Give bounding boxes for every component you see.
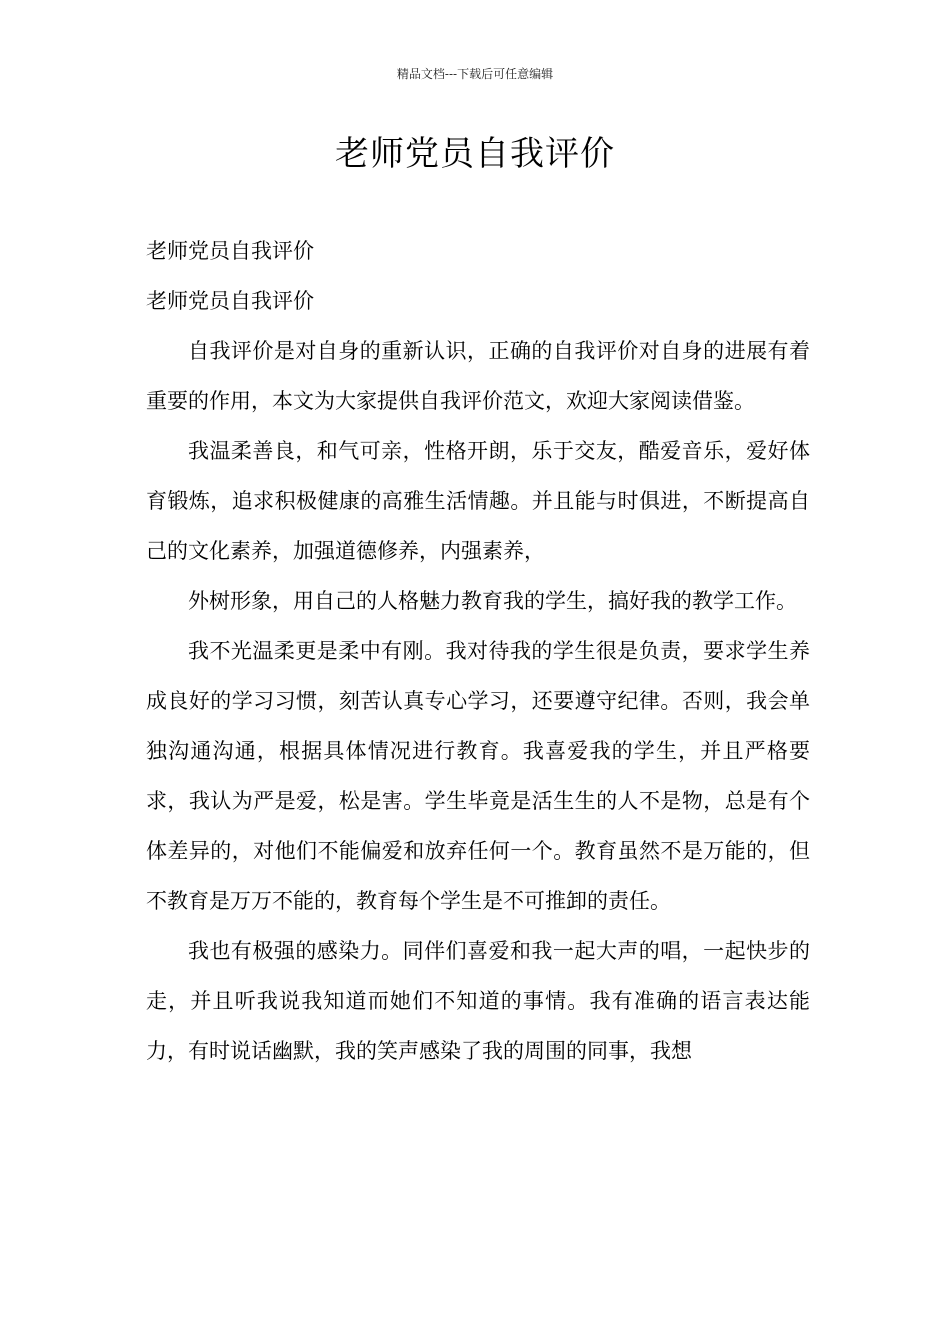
subtitle-line-2: 老师党员自我评价 <box>146 289 314 313</box>
paragraph-personality: 我温柔善良，和气可亲，性格开朗，乐于交友，酷爱音乐，爱好体育锻炼，追求积极健康的高雅生活情趣。并且能与时俱进，不断提高自己的文化素养，加强道德修养，内强素养， <box>146 439 810 563</box>
subtitle-line-1: 老师党员自我评价 <box>146 239 314 263</box>
paragraph-influence: 我也有极强的感染力。同伴们喜爱和我一起大声的唱，一起快步的走，并且听我说我知道而她们不知道的事情。我有准确的语言表达能力，有时说话幽默，我的笑声感染了我的周围的同事，我想 <box>146 939 810 1063</box>
paragraph-intro: 自我评价是对自身的重新认识，正确的自我评价对自身的进展有着重要的作用，本文为大家提供自我评价范文，欢迎大家阅读借鉴。 <box>146 339 810 413</box>
paragraph-responsibility: 我不光温柔更是柔中有刚。我对待我的学生很是负责，要求学生养成良好的学习习惯，刻苦认真专心学习，还要遵守纪律。否则，我会单独沟通沟通，根据具体情况进行教育。我喜爱我的学生，并且严格要求，我认为严是爱，松是害。学生毕竟是活生生的人不是物，总是有个体差异的，对他们不能偏爱和放弃任何一个。教育虽然不是万能的，但不教育是万万不能的，教育每个学生是不可推卸的责任。 <box>146 639 810 913</box>
paragraph-image: 外树形象，用自己的人格魅力教育我的学生，搞好我的教学工作。 <box>188 589 797 613</box>
document-body <box>146 226 810 1076</box>
header-note: 精品文档---下载后可任意编辑 <box>396 67 554 81</box>
document-title: 老师党员自我评价 <box>335 134 615 174</box>
